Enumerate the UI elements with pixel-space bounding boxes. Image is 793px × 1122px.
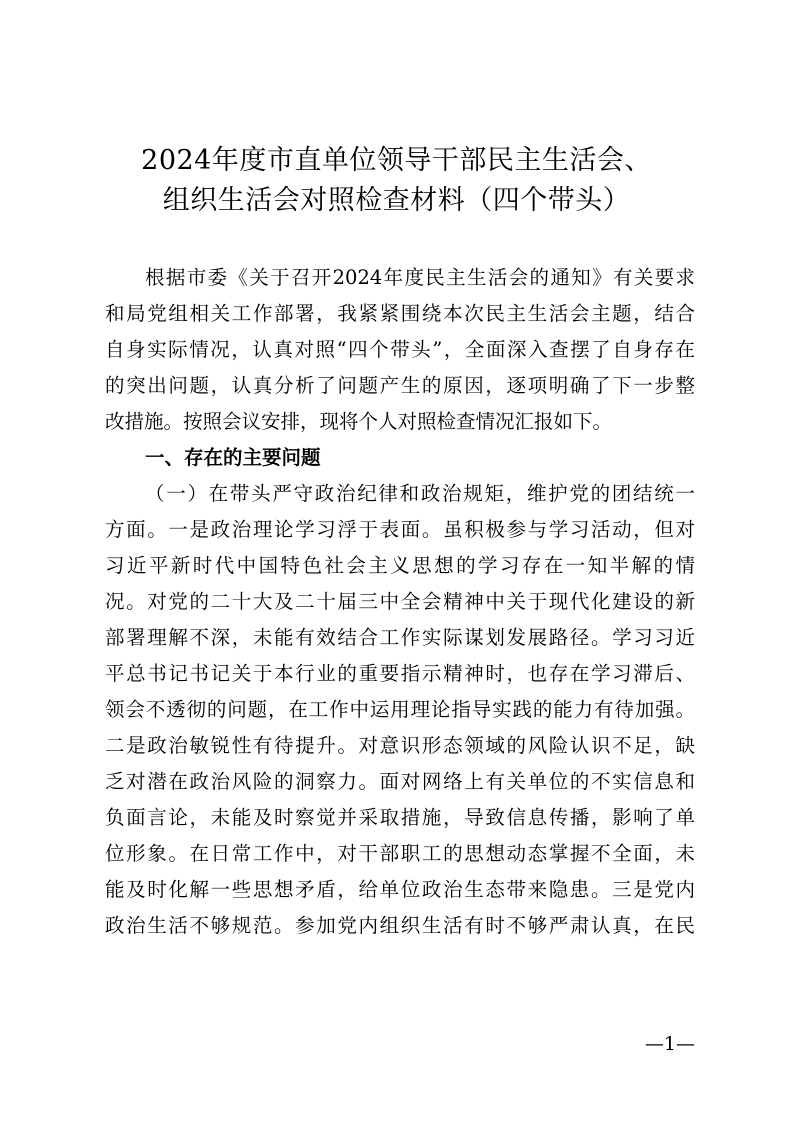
- paragraph-line: 乏对潜在政治风险的洞察力。面对网络上有关单位的不实信息和: [105, 770, 695, 793]
- paragraph-line: 位形象。在日常工作中，对干部职工的思想动态掌握不全面，未: [105, 842, 695, 865]
- paragraph-line: 况。对党的二十大及二十届三中全会精神中关于现代化建设的新: [105, 590, 695, 613]
- page-number: —1—: [644, 1033, 695, 1055]
- paragraph-line: 根据市委《关于召开2024年度民主生活会的通知》有关要求: [145, 266, 695, 289]
- paragraph-line: 和局党组相关工作部署，我紧紧围绕本次民主生活会主题，结合: [105, 302, 695, 325]
- section-heading: 一、存在的主要问题: [145, 446, 321, 469]
- paragraph-line: 政治生活不够规范。参加党内组织生活有时不够严肃认真，在民: [105, 914, 695, 937]
- paragraph-line: 二是政治敏锐性有待提升。对意识形态领域的风险认识不足，缺: [105, 734, 695, 757]
- paragraph-line: 习近平新时代中国特色社会主义思想的学习存在一知半解的情: [105, 554, 695, 577]
- paragraph-line: 改措施。按照会议安排，现将个人对照检查情况汇报如下。: [105, 410, 613, 433]
- document-body: [105, 260, 695, 944]
- title-line-1: 2024年度市直单位领导干部民主生活会、: [141, 145, 652, 176]
- paragraph-line: 领会不透彻的问题，在工作中运用理论指导实践的能力有待加强。: [105, 698, 695, 721]
- paragraph-line: 方面。一是政治理论学习浮于表面。虽积极参与学习活动，但对: [105, 518, 695, 541]
- title-line-2: 组织生活会对照检查材料（四个带头）: [162, 185, 631, 216]
- paragraph-line: 部署理解不深，未能有效结合工作实际谋划发展路径。学习习近: [105, 626, 695, 649]
- paragraph-line: （一）在带头严守政治纪律和政治规矩，维护党的团结统一: [145, 482, 695, 505]
- document-title: [60, 141, 733, 221]
- paragraph-line: 自身实际情况，认真对照“四个带头”，全面深入查摆了自身存在: [105, 338, 695, 361]
- paragraph-line: 能及时化解一些思想矛盾，给单位政治生态带来隐患。三是党内: [105, 878, 695, 901]
- paragraph-line: 负面言论，未能及时察觉并采取措施，导致信息传播，影响了单: [105, 806, 695, 829]
- paragraph-line: 的突出问题，认真分析了问题产生的原因，逐项明确了下一步整: [105, 374, 695, 397]
- paragraph-line: 平总书记书记关于本行业的重要指示精神时，也存在学习滞后、: [105, 662, 695, 685]
